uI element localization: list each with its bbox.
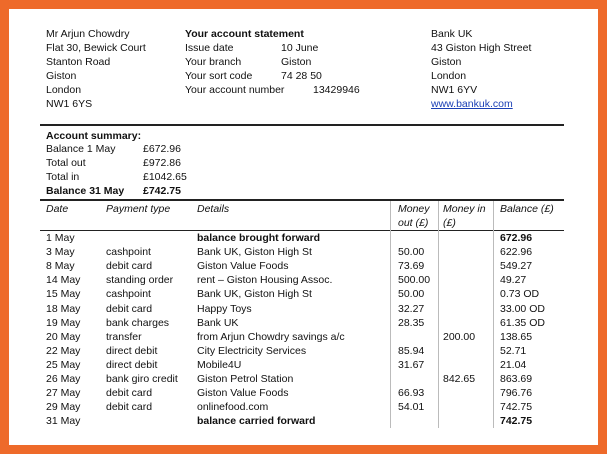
row-date: 26 May: [46, 373, 81, 385]
row-date: 14 May: [46, 274, 81, 287]
customer-address-line: Giston: [46, 70, 77, 82]
row-date: 18 May: [46, 302, 81, 315]
row-money-out: 28.35: [398, 316, 425, 329]
table-row: [0, 231, 607, 245]
header-details: Details: [197, 203, 230, 215]
row-payment-type: debit card: [106, 302, 153, 315]
row-payment-type: transfer: [106, 330, 142, 343]
row-balance: 549.27: [500, 260, 533, 273]
issue-date-label: Issue date: [185, 42, 234, 54]
statement-title: Your account statement: [185, 28, 304, 40]
header-money-out-unit: out (£): [398, 217, 429, 229]
summary-label: Balance 1 May: [46, 143, 116, 155]
row-details: Happy Toys: [197, 302, 252, 315]
divider-table-top: [40, 199, 564, 201]
row-date: 27 May: [46, 387, 81, 400]
summary-value: £742.75: [143, 185, 181, 197]
bank-address-line: London: [431, 70, 467, 82]
header-money-in-unit: (£): [443, 217, 456, 229]
row-details: balance brought forward: [197, 232, 321, 244]
customer-name: Mr Arjun Chowdry: [46, 28, 130, 40]
row-balance: 138.65: [500, 330, 533, 343]
row-date: 29 May: [46, 401, 81, 414]
row-details: Bank UK: [197, 316, 239, 329]
row-date: 20 May: [46, 330, 81, 343]
table-row: [0, 372, 607, 386]
row-details: balance carried forward: [197, 415, 316, 428]
sort-code-value: 74 28 50: [281, 70, 322, 82]
row-balance: 21.04: [500, 358, 527, 371]
row-money-out: 32.27: [398, 302, 425, 315]
row-payment-type: direct debit: [106, 344, 158, 357]
summary-label: Total out: [46, 157, 86, 169]
row-money-in: 842.65: [443, 373, 476, 385]
table-row: [0, 414, 607, 428]
summary-label: Balance 31 May: [46, 185, 125, 197]
summary-title: Account summary:: [46, 130, 142, 142]
table-row: [0, 358, 607, 372]
row-payment-type: bank charges: [106, 316, 170, 329]
summary-label: Total in: [46, 171, 80, 183]
sort-code-label: Your sort code: [185, 70, 253, 82]
row-date: 3 May: [46, 246, 75, 259]
table-row: [0, 287, 607, 301]
summary-value: £672.96: [143, 143, 181, 155]
row-balance: 61.35 OD: [500, 316, 545, 329]
row-payment-type: debit card: [106, 401, 153, 414]
row-details: from Arjun Chowdry savings a/c: [197, 330, 345, 343]
row-payment-type: bank giro credit: [106, 373, 178, 385]
table-row: [0, 330, 607, 344]
divider-top: [40, 124, 564, 126]
row-money-out: 50.00: [398, 288, 425, 301]
customer-address-line: London: [46, 84, 82, 96]
row-details: Giston Petrol Station: [197, 373, 294, 385]
row-details: Giston Value Foods: [197, 260, 289, 273]
customer-address-line: Stanton Road: [46, 56, 111, 68]
row-payment-type: direct debit: [106, 358, 158, 371]
row-money-out: 50.00: [398, 246, 425, 259]
row-date: 31 May: [46, 415, 81, 428]
summary-value: £972.86: [143, 157, 181, 169]
row-money-out: 73.69: [398, 260, 425, 273]
header-money-in: Money in: [443, 203, 486, 215]
account-number-value: 13429946: [313, 84, 360, 96]
bank-postcode: NW1 6YV: [431, 84, 478, 96]
account-number-label: Your account number: [185, 84, 285, 96]
customer-postcode: NW1 6YS: [46, 98, 93, 110]
row-money-out: 54.01: [398, 401, 425, 414]
row-details: onlinefood.com: [197, 401, 269, 414]
header-payment-type: Payment type: [106, 203, 171, 215]
row-balance: 622.96: [500, 246, 533, 259]
row-payment-type: cashpoint: [106, 288, 151, 301]
customer-address-line: Flat 30, Bewick Court: [46, 42, 146, 54]
row-payment-type: debit card: [106, 387, 153, 400]
row-money-out: 500.00: [398, 274, 431, 287]
row-money-in: 200.00: [443, 330, 476, 343]
table-row: [0, 400, 607, 414]
row-balance: 796.76: [500, 387, 533, 400]
row-details: rent – Giston Housing Assoc.: [197, 274, 333, 287]
row-money-out: 66.93: [398, 387, 425, 400]
row-date: 22 May: [46, 344, 81, 357]
table-row: [0, 245, 607, 259]
summary-value: £1042.65: [143, 171, 187, 183]
header-balance: Balance (£): [500, 203, 554, 215]
table-row: [0, 273, 607, 287]
row-money-out: 31.67: [398, 358, 425, 371]
row-details: Bank UK, Giston High St: [197, 246, 312, 259]
branch-value: Giston: [281, 56, 312, 68]
header-money-out: Money: [398, 203, 430, 215]
row-balance: 33.00 OD: [500, 302, 545, 315]
row-date: 1 May: [46, 232, 75, 244]
row-date: 25 May: [46, 358, 81, 371]
row-balance: 672.96: [500, 232, 533, 244]
table-row: [0, 386, 607, 400]
table-row: [0, 344, 607, 358]
branch-label: Your branch: [185, 56, 242, 68]
row-payment-type: debit card: [106, 260, 153, 273]
row-details: Bank UK, Giston High St: [197, 288, 312, 301]
table-row: [0, 302, 607, 316]
row-date: 8 May: [46, 260, 75, 273]
row-details: City Electricity Services: [197, 344, 307, 357]
row-balance: 0.73 OD: [500, 288, 540, 301]
row-balance: 863.69: [500, 373, 533, 385]
table-row: [0, 259, 607, 273]
row-details: Mobile4U: [197, 358, 242, 371]
row-details: Giston Value Foods: [197, 387, 289, 400]
row-balance: 52.71: [500, 344, 527, 357]
table-row: [0, 316, 607, 330]
bank-website-link[interactable]: www.bankuk.com: [431, 98, 513, 110]
row-balance: 742.75: [500, 401, 533, 414]
header-date: Date: [46, 203, 69, 215]
row-payment-type: cashpoint: [106, 246, 151, 259]
row-money-out: 85.94: [398, 344, 425, 357]
row-payment-type: standing order: [106, 274, 174, 287]
row-date: 15 May: [46, 288, 81, 301]
bank-name: Bank UK: [431, 28, 473, 40]
issue-date-value: 10 June: [281, 42, 319, 54]
row-balance: 742.75: [500, 415, 533, 428]
row-balance: 49.27: [500, 274, 527, 287]
bank-address-line: 43 Giston High Street: [431, 42, 532, 54]
bank-address-line: Giston: [431, 56, 462, 68]
row-date: 19 May: [46, 316, 81, 329]
